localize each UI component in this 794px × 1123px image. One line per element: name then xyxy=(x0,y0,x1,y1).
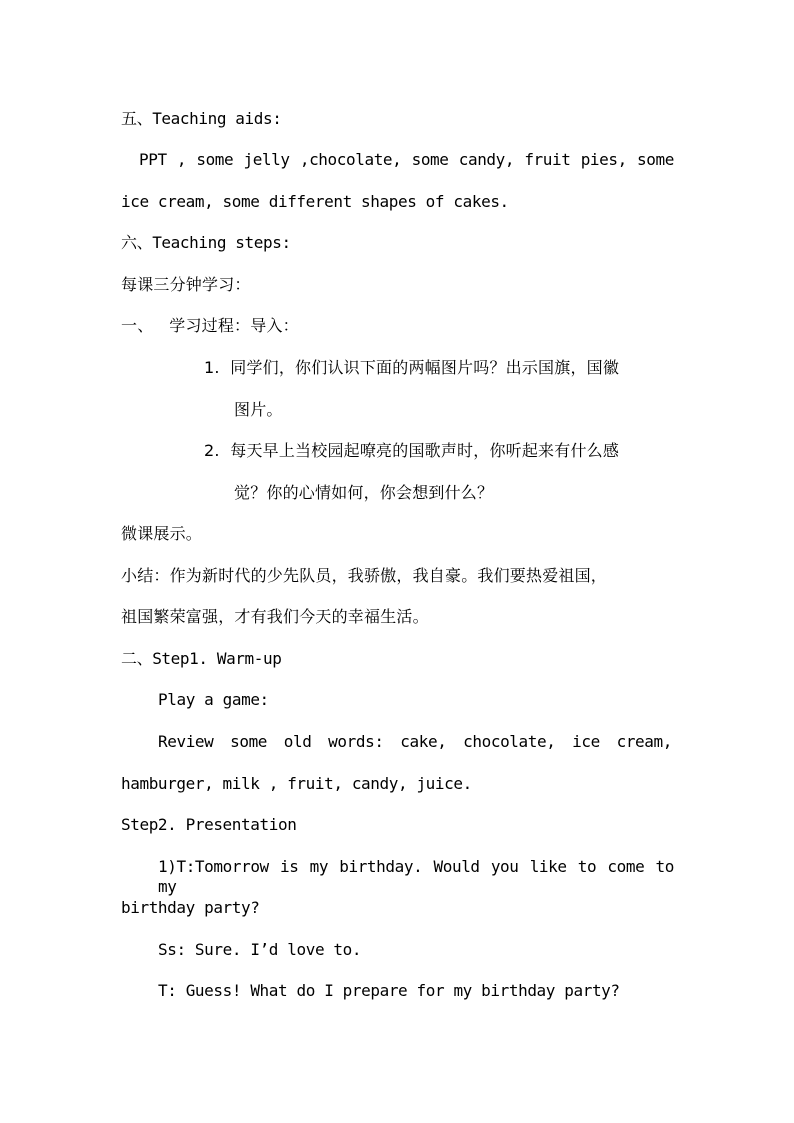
paragraph-line: Review some old words: cake, chocolate, ice cream, xyxy=(158,732,672,751)
dialogue-line: birthday party? xyxy=(121,898,260,917)
paragraph-line: Play a game: xyxy=(158,690,269,709)
subsection-heading: 一、 学习过程：导入： xyxy=(121,316,299,335)
dialogue-line: 1)T:Tomorrow is my birthday. Would you like to come to my xyxy=(158,857,674,896)
summary-line: 小结：作为新时代的少先队员，我骄傲，我自豪。我们要热爱祖国， xyxy=(121,566,608,585)
section-heading-teaching-steps: 六、Teaching steps: xyxy=(121,233,291,252)
paragraph-line: ice cream, some different shapes of cakes. xyxy=(121,192,509,211)
section-heading-warm-up: 二、Step1. Warm-up xyxy=(121,649,282,668)
paragraph-line: 微课展示。 xyxy=(121,524,203,543)
numbered-item-continuation: 觉？你的心情如何，你会想到什么？ xyxy=(234,483,494,502)
dialogue-line: Ss: Sure. I’d love to. xyxy=(158,940,362,959)
dialogue-line: T: Guess! What do I prepare for my birthday party? xyxy=(158,981,620,1000)
section-heading-teaching-aids: 五、Teaching aids: xyxy=(121,109,282,128)
paragraph-line: PPT , some jelly ,chocolate, some candy, fruit pies, some xyxy=(139,150,674,169)
paragraph-line: 每课三分钟学习： xyxy=(121,275,251,294)
numbered-item-continuation: 图片。 xyxy=(234,400,283,419)
summary-line: 祖国繁荣富强，才有我们今天的幸福生活。 xyxy=(121,607,429,626)
paragraph-line: hamburger, milk , fruit, candy, juice. xyxy=(121,774,472,793)
section-heading-presentation: Step2. Presentation xyxy=(121,815,297,834)
numbered-item: 1. 同学们，你们认识下面的两幅图片吗？出示国旗，国徽 xyxy=(204,358,620,377)
numbered-item: 2. 每天早上当校园起嘹亮的国歌声时，你听起来有什么感 xyxy=(204,441,620,460)
